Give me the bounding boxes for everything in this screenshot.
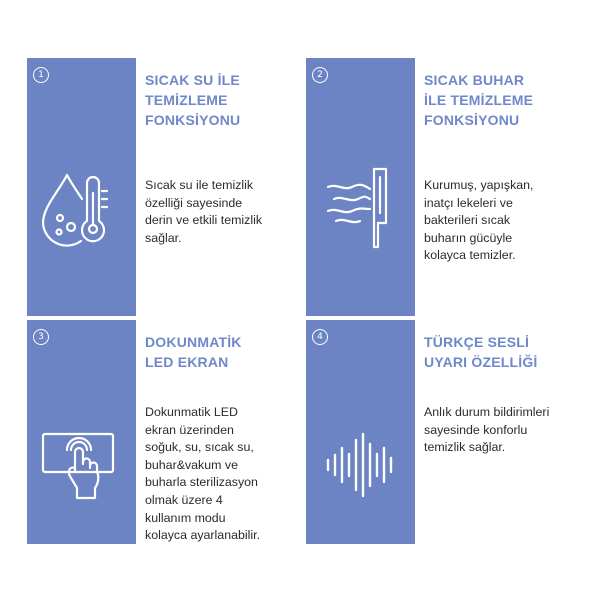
feature-icon-panel (27, 58, 136, 316)
feature-number-badge: 3 (33, 329, 49, 345)
steam-nozzle-icon (316, 163, 406, 253)
touch-screen-icon (37, 422, 127, 512)
feature-title: SICAK SU İLE TEMİZLEME FONKSİYONU (145, 72, 241, 128)
feature-description: Dokunmatik LED ekran üzerinden soğuk, su, sıcak su, buhar&vakum ve buharla sterilizasyon olmak üzere 4 kullanım modu kolayca ayarlanabilir. (145, 405, 261, 543)
feature-icon-panel (27, 320, 136, 544)
feature-number-badge: 2 (312, 67, 328, 83)
feature-number-badge: 4 (312, 329, 328, 345)
feature-title: TÜRKÇE SESLİ UYARI ÖZELLİĞİ (424, 334, 538, 370)
water-drop-thermometer-icon (37, 163, 127, 253)
feature-card-voice-alert (306, 320, 578, 544)
feature-title: SICAK BUHAR İLE TEMİZLEME FONKSİYONU (424, 72, 534, 128)
feature-number-badge: 1 (33, 67, 49, 83)
feature-description: Sıcak su ile temizlik özelliği sayesinde derin ve etkili temizlik sağlar. (145, 178, 263, 245)
feature-title: DOKUNMATİK LED EKRAN (145, 334, 242, 370)
feature-card-hot-steam (306, 58, 578, 316)
feature-description: Anlık durum bildirimleri sayesinde konforlu temizlik sağlar. (424, 405, 550, 455)
feature-card-hot-water (27, 58, 299, 316)
feature-icon-panel (306, 58, 415, 316)
feature-description: Kurumuş, yapışkan, inatçı lekeleri ve bakterileri sıcak buharın gücüyle kolayca temizler. (424, 178, 534, 263)
sound-wave-icon (316, 430, 406, 500)
feature-card-touch-led (27, 320, 299, 544)
feature-icon-panel (306, 320, 415, 544)
